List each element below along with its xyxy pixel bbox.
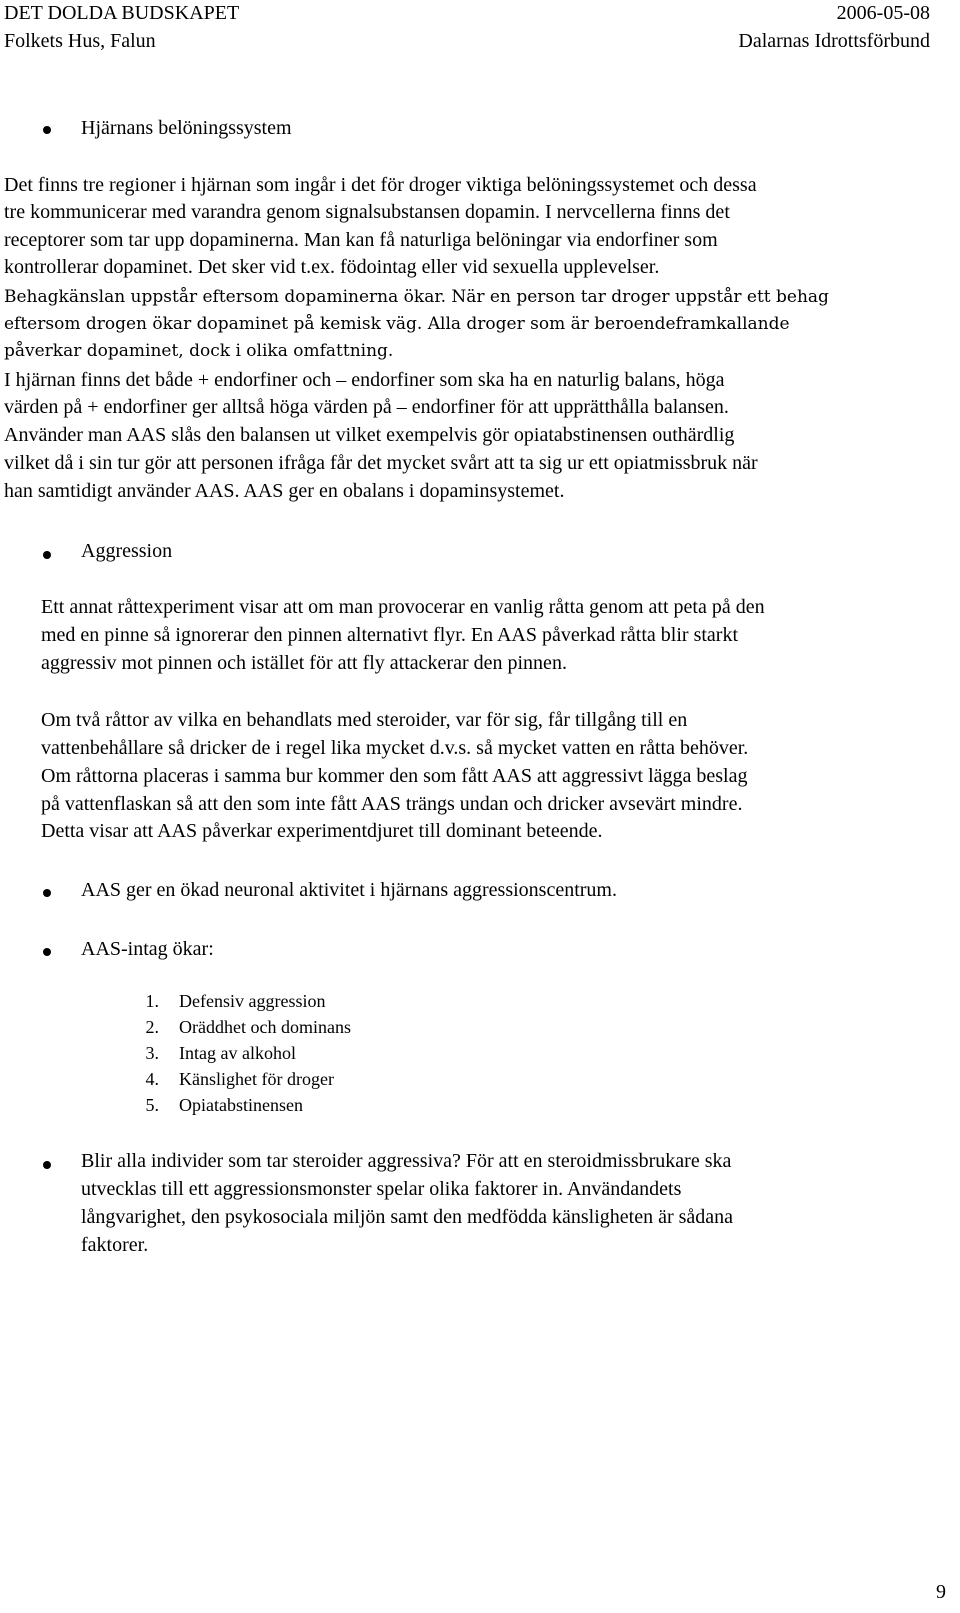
paragraph-line: Använder man AAS slås den balansen ut vilket exempelvis gör opiatabstinensen outhärdlig — [4, 424, 735, 446]
bullet-neuronal-activity: AAS ger en ökad neuronal aktivitet i hjärnans aggressionscentrum. — [81, 879, 617, 901]
list-item: Opiatabstinensen — [179, 1095, 303, 1115]
bullet-intake: AAS-intag ökar: — [81, 938, 214, 960]
paragraph-line: långvarighet, den psykosociala miljön samt den medfödda känsligheten är sådana — [81, 1206, 734, 1228]
header-title: DET DOLDA BUDSKAPET — [4, 2, 240, 24]
header-place: Folkets Hus, Falun — [4, 30, 156, 52]
section-heading-reward: Hjärnans belöningssystem — [81, 117, 292, 139]
section-heading-aggression: Aggression — [81, 540, 173, 562]
list-number: 1. — [145, 991, 159, 1011]
list-item: Intag av alkohol — [179, 1043, 296, 1063]
paragraph-line: eftersom drogen ökar dopaminet på kemisk väg. Alla droger som är beroendeframkallande — [4, 314, 790, 334]
list-number: 4. — [145, 1069, 159, 1089]
paragraph-line: Om råttorna placeras i samma bur kommer den som fått AAS att aggressivt lägga beslag — [41, 765, 748, 787]
list-item: Känslighet för droger — [179, 1069, 334, 1089]
paragraph-line: receptorer som tar upp dopaminerna. Man kan få naturliga belöningar via endorfiner som — [4, 229, 718, 251]
paragraph-line: vilket då i sin tur gör att personen ifråga får det mycket svårt att ta sig ur ett opiatmissbruk när — [4, 452, 758, 474]
bullet-icon — [43, 551, 51, 559]
header-organization: Dalarnas Idrottsförbund — [738, 30, 930, 52]
paragraph-line: påverkar dopaminet, dock i olika omfattning. — [4, 341, 394, 361]
paragraph-line: Detta visar att AAS påverkar experimentdjuret till dominant beteende. — [41, 820, 603, 842]
paragraph-line: Behagkänslan uppstår eftersom dopaminerna ökar. När en person tar droger uppstår ett behag — [4, 287, 829, 307]
paragraph-line: han samtidigt använder AAS. AAS ger en obalans i dopaminsystemet. — [4, 480, 565, 502]
paragraph-line: I hjärnan finns det både + endorfiner och – endorfiner som ska ha en naturlig balans, höga — [4, 369, 725, 391]
list-number: 2. — [145, 1017, 159, 1037]
list-item: Defensiv aggression — [179, 991, 326, 1011]
paragraph-line: Blir alla individer som tar steroider aggressiva? För att en steroidmissbrukare ska — [81, 1150, 732, 1172]
paragraph-line: med en pinne så ignorerar den pinnen alternativt flyr. En AAS påverkad råtta blir starkt — [41, 624, 739, 646]
paragraph-line: Ett annat råttexperiment visar att om man provocerar en vanlig råtta genom att peta på den — [41, 596, 765, 618]
paragraph-line: Om två råttor av vilka en behandlats med steroider, var för sig, får tillgång till en — [41, 709, 688, 731]
list-item: Oräddhet och dominans — [179, 1017, 351, 1037]
bullet-icon — [43, 1161, 51, 1169]
paragraph-line: utvecklas till ett aggressionsmonster spelar olika faktorer in. Användandets — [81, 1178, 682, 1200]
list-number: 3. — [145, 1043, 159, 1063]
bullet-icon — [43, 126, 51, 134]
paragraph-line: faktorer. — [81, 1234, 149, 1256]
paragraph-line: aggressiv mot pinnen och istället för att fly attackerar den pinnen. — [41, 652, 567, 674]
paragraph-line: kontrollerar dopaminet. Det sker vid t.ex. födointag eller vid sexuella upplevelser. — [4, 256, 660, 278]
bullet-icon — [43, 889, 51, 897]
paragraph-line: på vattenflaskan så att den som inte fått AAS trängs undan och dricker avsevärt mindre. — [41, 793, 743, 815]
paragraph-line: vattenbehållare så dricker de i regel lika mycket d.v.s. så mycket vatten en råtta behöver. — [41, 737, 749, 759]
paragraph-line: värden på + endorfiner ger alltså höga värden på – endorfiner för att upprätthålla balansen. — [4, 396, 729, 418]
paragraph-line: Det finns tre regioner i hjärnan som ingår i det för droger viktiga belöningssystemet och dessa — [4, 174, 757, 196]
page-number: 9 — [936, 1581, 946, 1603]
header-date: 2006-05-08 — [836, 2, 930, 24]
bullet-icon — [43, 948, 51, 956]
paragraph-line: tre kommunicerar med varandra genom signalsubstansen dopamin. I nervcellerna finns det — [4, 201, 730, 223]
list-number: 5. — [145, 1095, 159, 1115]
